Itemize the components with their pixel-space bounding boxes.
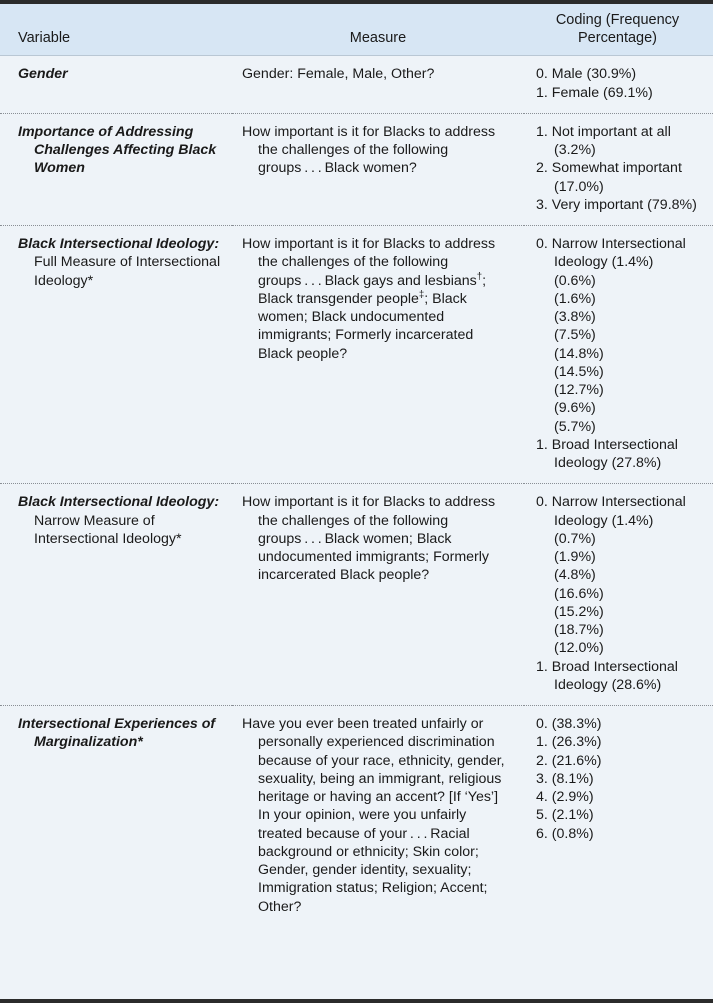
measure-text-part3: ; Black women; Black undocumented immigrants; Formerly incarcerated Black people? [258,290,474,362]
coding-item: 5. (2.1%) [536,807,594,824]
coding-item: (9.6%) [554,400,596,417]
coding-item: 3. Very important (79.8%) [536,196,697,213]
cell-variable [0,484,232,706]
cell-coding [524,226,713,484]
coding-item: 1. Female (69.1%) [536,84,653,101]
coding-item: (16.6%) [554,585,604,602]
cell-coding [524,706,713,927]
survey-measures-table [0,4,713,927]
coding-item: 0. Male (30.9%) [536,66,637,83]
cell-measure [232,706,524,927]
coding-item: (1.9%) [554,549,596,566]
measure-text-part1: How important is it for Blacks to address the challenges of the following groups . . . Black gays and lesbians [242,236,496,289]
cell-measure [232,484,524,706]
footnote-marker-double-dagger: ‡ [418,289,425,301]
coding-item: 3. (8.1%) [536,770,594,787]
coding-item: (12.0%) [554,640,604,657]
coding-item: 1. Not important at all (3.2%) [536,123,671,159]
variable-title: Black Intersectional Ideology: [18,494,220,511]
coding-item: (7.5%) [554,327,596,344]
coding-item: 1. Broad Intersectional Ideology (28.6%) [536,658,678,693]
variable-title: Intersectional Experiences of Marginalization* [18,716,216,751]
coding-item: (14.8%) [554,345,604,362]
table-body [0,56,713,927]
coding-item: (15.2%) [554,603,604,620]
measure-text: Gender: Female, Male, Other? [242,66,435,83]
coding-item: 0. Narrow Intersectional Ideology (1.4%) [536,236,686,271]
cell-measure [232,226,524,484]
column-header-coding-line2: Percentage) [578,29,657,46]
coding-list [536,715,703,843]
cell-coding [524,113,713,225]
table-row [0,484,713,706]
coding-item: (1.6%) [554,290,596,307]
coding-list [536,123,703,214]
table-row [0,113,713,225]
coding-list [536,235,703,472]
coding-item: 6. (0.8%) [536,825,594,842]
coding-item: (0.7%) [554,530,596,547]
table-header [0,4,713,56]
variable-title: Black Intersectional Ideology: [18,236,220,253]
measure-text [242,235,510,363]
coding-item: (14.5%) [554,363,604,380]
coding-list [536,493,703,694]
coding-item: (0.6%) [554,272,596,289]
coding-item: 2. Somewhat important (17.0%) [536,160,682,195]
cell-variable [0,113,232,225]
column-header-variable: Variable [0,4,232,56]
cell-variable [0,56,232,114]
measure-text: How important is it for Blacks to address the challenges of the following groups . . . Black women? [242,123,496,177]
table-row [0,706,713,927]
cell-coding [524,56,713,114]
measure-text: How important is it for Blacks to address the challenges of the following groups . . . Black women; Black undocumented immigrants; Formerly incarcerated Black people? [242,494,496,584]
coding-item: (18.7%) [554,622,604,639]
coding-item: 0. Narrow Intersectional Ideology (1.4%) [536,494,686,529]
variable-title: Gender [18,66,68,83]
cell-measure [232,113,524,225]
coding-item: (3.8%) [554,309,596,326]
cell-measure [232,56,524,114]
coding-item: 2. (21.6%) [536,752,602,769]
coding-item: 0. (38.3%) [536,716,602,733]
column-header-measure: Measure [232,4,524,56]
measure-text: Have you ever been treated unfairly or personally experienced discrimination because of your race, ethnicity, gender, sexuality, being an immigrant, religious heritage or having an accent? [If ‘Yes’] In your opinion, were you unfairly treated because of your . . . Racial background or ethnicity; Skin color; Gender, gender identity, sexuality; Immigration status; Religion; Accent; Other? [242,716,505,915]
footnote-marker-dagger: † [476,270,483,282]
variable-subtitle: Narrow Measure of Intersectional Ideology* [34,512,182,547]
table-row [0,226,713,484]
coding-item: 1. Broad Intersectional Ideology (27.8%) [536,436,678,472]
column-header-coding-line1: Coding (Frequency [555,12,680,28]
coding-item: (12.7%) [554,382,604,399]
table-header-row [0,4,713,56]
variable-title: Importance of Addressing Challenges Affecting Black Women [18,123,217,177]
coding-item: 1. (26.3%) [536,734,602,751]
coding-item: (4.8%) [554,567,596,584]
coding-list [536,65,703,102]
coding-item: 4. (2.9%) [536,789,594,806]
measure-text-part2: ; Black transgender people [258,272,487,307]
variable-subtitle: Full Measure of Intersectional Ideology* [34,254,221,289]
table-row [0,56,713,114]
cell-coding [524,484,713,706]
cell-variable [0,706,232,927]
column-header-coding [524,4,713,56]
coding-item: (5.7%) [554,418,596,435]
cell-variable [0,226,232,484]
